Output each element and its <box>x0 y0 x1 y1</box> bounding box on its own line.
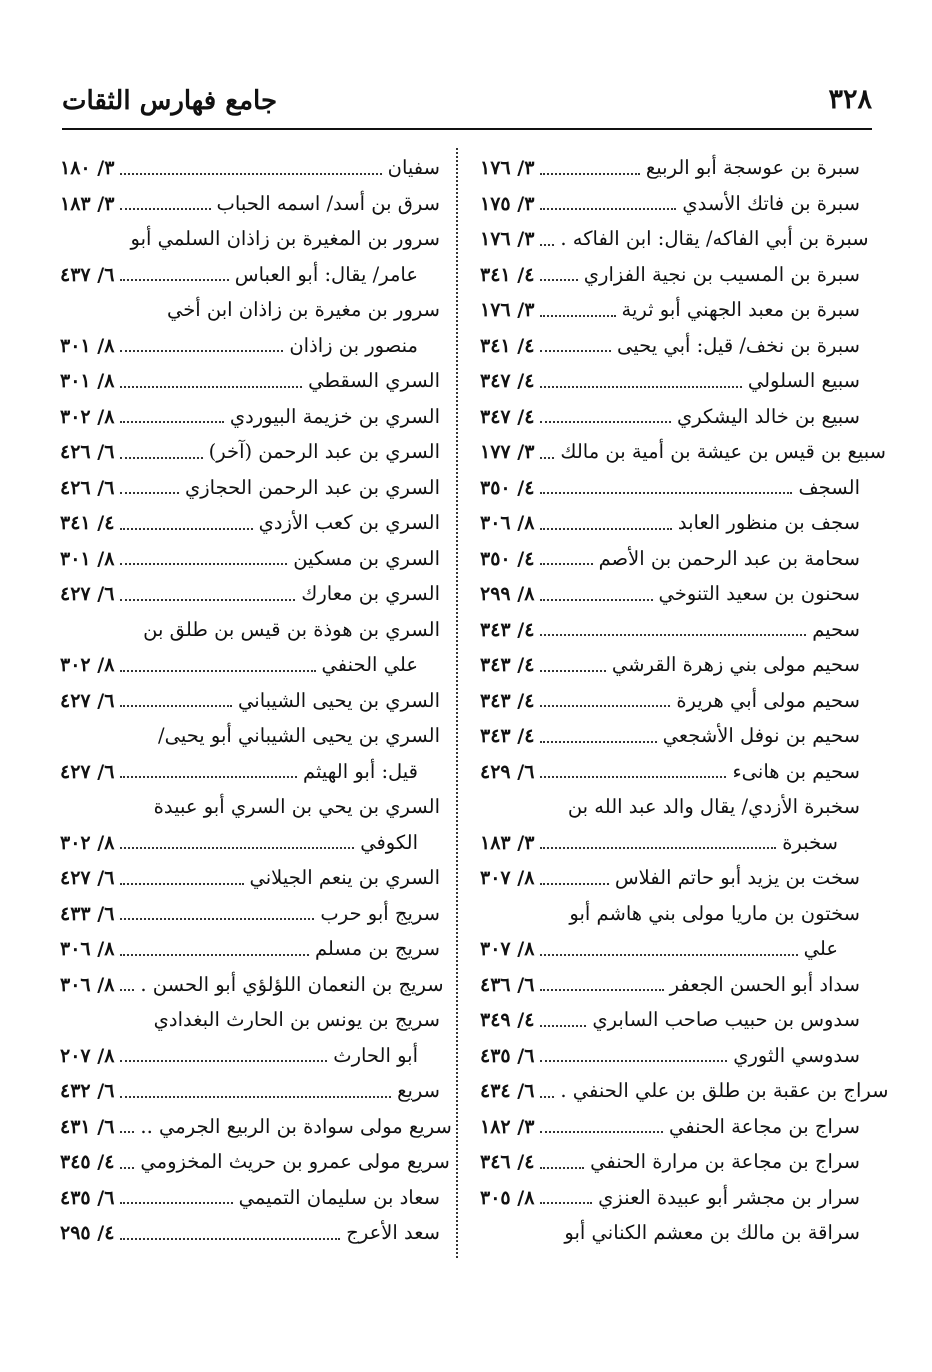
entry-reference: ٨/ ٣٠٥ <box>480 1186 535 1209</box>
entry-name: السري بن عبد الرحمن (آخر) <box>208 440 440 463</box>
entry-name: سدوس بن حبيب صاحب السابري <box>592 1008 860 1031</box>
entry-reference: ٣/ ١٧٧ <box>480 441 535 463</box>
entry-reference: ٨/ ٣٠١ <box>60 334 115 357</box>
index-entry <box>480 931 860 967</box>
index-column-left <box>60 150 452 1251</box>
entry-reference: ٤/ ٣٤٣ <box>480 689 535 712</box>
dot-leader <box>120 528 252 530</box>
dot-leader <box>120 173 381 175</box>
entry-reference: ٦/ ٤٣٥ <box>60 1186 115 1209</box>
dot-leader <box>540 1060 727 1062</box>
entry-name: السري بن عبد الرحمن الحجازي <box>184 475 440 499</box>
index-entry <box>60 1109 452 1145</box>
entry-name: السري السقطي <box>308 369 440 392</box>
entry-reference: ٤/ ٣٤٥ <box>60 1151 115 1173</box>
entry-reference: ٦/ ٤٣١ <box>60 1115 115 1138</box>
entry-reference: ٦/ ٤٣٧ <box>60 263 115 286</box>
entry-reference: ٦/ ٤٣٣ <box>60 902 115 925</box>
index-entry <box>480 967 860 1003</box>
dot-leader <box>540 705 670 707</box>
entry-name: سريج بن يونس بن الحارث البغدادي <box>153 1008 440 1031</box>
entry-name: سعد الأعرج <box>346 1221 440 1244</box>
index-entry <box>60 470 440 506</box>
entry-reference: ٦/ ٤٢٧ <box>60 760 115 783</box>
index-entry <box>480 860 860 896</box>
entry-reference: ٣/ ١٧٦ <box>480 157 535 179</box>
index-entry <box>60 1215 440 1251</box>
entry-name: علي الحنفي <box>321 653 418 676</box>
dot-leader <box>540 1202 592 1204</box>
entry-reference: ٤/ ٢٩٥ <box>60 1222 115 1244</box>
dot-leader <box>120 1096 391 1098</box>
dot-leader <box>120 208 210 210</box>
index-entry <box>480 754 860 790</box>
entry-name: السري بن يحي بن السري أبو عبيدة <box>153 795 440 818</box>
entry-reference: ٦/ ٤٢٧ <box>60 867 115 889</box>
dot-leader <box>540 315 615 317</box>
entry-reference: ٣/ ١٧٦ <box>480 228 535 250</box>
index-entry <box>480 328 860 364</box>
index-entry <box>60 292 440 328</box>
dot-leader <box>120 421 223 423</box>
entry-name: سريج بن مسلم <box>314 937 440 960</box>
index-entry <box>60 754 440 790</box>
entry-reference: ٤/ ٣٤٧ <box>480 370 535 392</box>
index-entry <box>60 257 440 293</box>
entry-name: سحيم بن هانىء <box>732 759 860 783</box>
dot-leader <box>120 492 179 494</box>
entry-name: سحيم <box>812 617 860 641</box>
dot-leader <box>120 457 202 459</box>
entry-name: سراقة بن مالك بن معشم الكناني أبو <box>564 1221 860 1244</box>
dot-leader <box>540 457 554 459</box>
entry-name: السري بن خزيمة البيوردي <box>229 404 440 428</box>
entry-reference: ٦/ ٤٢٦ <box>60 441 115 463</box>
entry-reference: ٦/ ٤٣٤ <box>480 1080 535 1102</box>
entry-name: سحيم مولى بني زهرة القرشي <box>611 653 860 676</box>
dot-leader <box>120 954 309 956</box>
dot-leader <box>120 599 295 601</box>
entry-name: سحيم بن نوفل الأشجعي <box>662 724 860 747</box>
entry-reference: ٨/ ٣٠٦ <box>480 512 535 534</box>
entry-reference: ٤/ ٣٤١ <box>60 512 115 534</box>
dot-leader <box>540 1025 586 1027</box>
index-entry <box>60 1002 440 1038</box>
entry-name: سدوسي الثوري <box>733 1043 860 1067</box>
index-entry <box>480 257 860 293</box>
dot-leader <box>120 989 134 991</box>
entry-reference: ٨/ ٣٠٢ <box>60 405 115 428</box>
entry-reference: ٨/ ٣٠٧ <box>480 867 535 889</box>
dot-leader <box>540 741 656 743</box>
entry-name: السري بن معارك <box>301 582 440 605</box>
entry-name: السري بن كعب الأزدي <box>258 511 440 534</box>
entry-name: سبيع بن قيس بن عيشة بن أمية بن مالك <box>560 440 886 463</box>
entry-name: سحامة بن عبد الرحمن بن الأصم <box>598 546 860 570</box>
entry-name: عامر/ يقال: أبو العباس <box>234 262 418 286</box>
index-entry <box>60 221 440 257</box>
entry-reference: ٣/ ١٨٣ <box>480 831 535 854</box>
entry-name: أبو الحارث <box>333 1043 418 1067</box>
entry-name: سراج بن مجاعة بن مرارة الحنفي <box>590 1150 860 1173</box>
entry-reference: ٤/ ٣٤١ <box>480 334 535 357</box>
dot-leader <box>540 599 652 601</box>
entry-reference: ٨/ ٢٩٩ <box>480 583 535 605</box>
dot-leader <box>540 634 806 636</box>
running-title: جامع فهارس الثقات <box>62 86 278 116</box>
index-entry <box>480 434 886 470</box>
entry-name: سحيم مولى أبي هريرة <box>676 688 860 712</box>
entry-name: السري بن هوذة بن قيس بن طلق بن <box>143 617 440 641</box>
entry-reference: ٤/ ٣٤٧ <box>480 405 535 428</box>
entry-name: السري بن مسكين <box>293 546 440 570</box>
entry-name: سختون بن ماريا مولى بني هاشم أبو <box>569 901 860 925</box>
entry-reference: ٤/ ٣٤٣ <box>480 654 535 676</box>
index-entry <box>60 612 440 648</box>
dot-leader <box>120 279 228 281</box>
entry-name: سخبرة <box>782 830 838 854</box>
index-entry <box>60 328 440 364</box>
entry-reference: ٨/ ٣٠٢ <box>60 831 115 854</box>
dot-leader <box>120 1238 340 1240</box>
index-entry <box>480 1073 889 1109</box>
entry-name: سبرة بن معبد الجهني أبو ثرية <box>621 298 860 321</box>
entry-reference: ٤/ ٣٤٦ <box>480 1151 535 1173</box>
index-entry <box>60 825 440 861</box>
entry-name: سراج بن عقبة بن طلق بن علي الحنفي . <box>560 1079 889 1102</box>
index-entry <box>480 683 860 719</box>
dot-leader <box>540 563 592 565</box>
index-entry <box>60 541 440 577</box>
index-entry <box>480 1038 860 1074</box>
index-entry <box>60 931 440 967</box>
entry-name: سريع مولى عمرو بن حريث المخزومي <box>140 1150 450 1173</box>
entry-name: سريج بن النعمان اللؤلؤي أبو الحسن . <box>140 972 444 996</box>
entry-name: علي <box>803 937 838 960</box>
index-entry <box>480 221 869 257</box>
index-entry <box>480 1180 860 1216</box>
entry-name: سرق بن أسد/ اسمه الحباب <box>216 191 440 215</box>
dot-leader <box>540 350 611 352</box>
dot-leader <box>540 776 726 778</box>
index-entry <box>60 186 440 222</box>
index-entry <box>480 718 860 754</box>
index-entry <box>60 150 440 186</box>
dot-leader <box>120 563 287 565</box>
index-entry <box>60 363 440 399</box>
index-entry <box>60 683 440 719</box>
index-entry <box>480 1215 860 1251</box>
entry-reference: ٦/ ٤٣٦ <box>480 973 535 996</box>
entry-reference: ٨/ ٣٠١ <box>60 370 115 392</box>
entry-reference: ٤/ ٣٥٠ <box>480 547 535 570</box>
entry-name: سعاد بن سليمان التميمي <box>238 1185 440 1209</box>
entry-reference: ٣/ ١٧٦ <box>480 299 535 321</box>
index-entry <box>60 718 440 754</box>
entry-name: سريج أبو حرب <box>320 901 440 925</box>
index-entry <box>60 1180 440 1216</box>
dot-leader <box>540 528 671 530</box>
index-entry <box>480 505 860 541</box>
index-entry <box>60 860 440 896</box>
entry-name: السجف <box>798 475 860 499</box>
dot-leader <box>120 350 283 352</box>
index-entry <box>60 1073 440 1109</box>
index-entry <box>60 399 440 435</box>
dot-leader <box>540 847 776 849</box>
index-entry <box>60 434 440 470</box>
entry-reference: ٤/ ٣٤٩ <box>480 1009 535 1031</box>
entry-reference: ٣/ ١٨٢ <box>480 1115 535 1138</box>
dot-leader <box>120 918 314 920</box>
entry-reference: ٨/ ٣٠١ <box>60 547 115 570</box>
entry-name: سرار بن مجشر أبو عبيدة العنزي <box>598 1185 860 1209</box>
index-entry <box>60 576 440 612</box>
dot-leader <box>540 386 741 388</box>
index-entry <box>480 896 860 932</box>
entry-name: سبرة بن نخف/ قيل: أبي يحيى <box>616 333 860 357</box>
index-entry <box>60 505 440 541</box>
dot-leader <box>540 1131 663 1133</box>
page-number: ٣٢٨ <box>828 84 872 115</box>
page-header <box>62 84 872 130</box>
index-entry <box>480 186 860 222</box>
entry-name: سرور بن مغيرة بن زاذان ابن أخي <box>166 298 440 321</box>
dot-leader <box>540 244 554 246</box>
entry-name: منصور بن زاذان <box>289 333 418 357</box>
index-entry <box>60 1144 450 1180</box>
entry-name: سخبرة الأزدي/ يقال والد عبد الله بن <box>567 795 860 818</box>
entry-reference: ٨/ ٣٠٦ <box>60 973 115 996</box>
entry-reference: ٦/ ٤٢٧ <box>60 583 115 605</box>
entry-name: سرور بن المغيرة بن زاذان السلمي أبو <box>130 227 440 250</box>
entry-name: السري بن يحيى الشيباني <box>238 688 440 712</box>
dot-leader <box>540 883 608 885</box>
dot-leader <box>540 670 605 672</box>
entry-reference: ٨/ ٣٠٢ <box>60 654 115 676</box>
index-entry <box>60 896 440 932</box>
entry-name: سخت بن يزيد أبو حاتم الفلاس <box>614 866 860 889</box>
entry-reference: ٣/ ١٨٠ <box>60 157 115 179</box>
entry-reference: ٨/ ٢٠٧ <box>60 1044 115 1067</box>
dot-leader <box>120 1167 134 1169</box>
entry-name: سداد أبو الحسن الجعفر <box>669 972 860 996</box>
entry-reference: ٤/ ٣٤١ <box>480 263 535 286</box>
dot-leader <box>120 1060 327 1062</box>
entry-name: سفيان <box>387 156 440 179</box>
dot-leader <box>540 208 676 210</box>
index-entry <box>480 150 860 186</box>
index-entry <box>60 789 440 825</box>
entry-name: قيل: أبو الهيثم <box>303 759 418 783</box>
entry-name: سبرة بن فاتك الأسدي <box>682 191 860 215</box>
dot-leader <box>120 883 243 885</box>
entry-name: سجف بن منظور العابد <box>677 511 860 534</box>
index-entry <box>480 1109 860 1145</box>
entry-reference: ٤/ ٣٤٣ <box>480 725 535 747</box>
entry-name: سبيع بن خالد اليشكري <box>677 404 860 428</box>
dot-leader <box>540 173 640 175</box>
index-entry <box>60 1038 440 1074</box>
entry-reference: ٦/ ٤٢٧ <box>60 689 115 712</box>
index-entry <box>480 612 860 648</box>
dot-leader <box>120 1131 134 1133</box>
entry-reference: ٤/ ٣٤٣ <box>480 618 535 641</box>
index-entry <box>480 647 860 683</box>
column-divider <box>456 148 458 1258</box>
entry-name: سريع <box>397 1079 440 1102</box>
index-column-right <box>480 150 889 1251</box>
entry-name: السري بن ينعم الجيلاني <box>249 866 440 889</box>
index-entry <box>480 399 860 435</box>
dot-leader <box>120 670 315 672</box>
index-entry <box>480 825 860 861</box>
index-entry <box>480 576 860 612</box>
index-entry <box>480 541 860 577</box>
entry-name: سحنون بن سعيد التنوخي <box>658 582 860 605</box>
dot-leader <box>540 1096 554 1098</box>
index-entry <box>60 967 444 1003</box>
dot-leader <box>120 386 302 388</box>
dot-leader <box>120 1202 232 1204</box>
entry-reference: ٦/ ٤٢٦ <box>60 476 115 499</box>
entry-reference: ٤/ ٣٥٠ <box>480 476 535 499</box>
index-entry <box>60 647 440 683</box>
entry-reference: ٦/ ٤٢٩ <box>480 760 535 783</box>
entry-reference: ٨/ ٣٠٧ <box>480 938 535 960</box>
entry-name: سبرة بن أبي الفاكه/ يقال: ابن الفاكه . <box>560 227 869 250</box>
dot-leader <box>540 421 671 423</box>
dot-leader <box>540 954 797 956</box>
dot-leader <box>540 279 577 281</box>
index-entry <box>480 470 860 506</box>
entry-name: سريع مولى سوادة بن الربيع الجرمي .. <box>140 1114 452 1138</box>
entry-name: السري بن يحيى الشيباني أبو يحيى/ <box>158 724 440 747</box>
entry-reference: ٣/ ١٧٥ <box>480 192 535 215</box>
entry-name: الكوفي <box>360 830 418 854</box>
entry-reference: ٨/ ٣٠٦ <box>60 938 115 960</box>
entry-reference: ٦/ ٤٣٢ <box>60 1080 115 1102</box>
entry-reference: ٣/ ١٨٣ <box>60 192 115 215</box>
dot-leader <box>540 492 792 494</box>
index-entry <box>480 789 860 825</box>
dot-leader <box>540 989 663 991</box>
index-entry <box>480 1002 860 1038</box>
entry-name: سبرة بن عوسجة أبو الربيع <box>645 156 860 179</box>
entry-name: سراج بن مجاعة الحنفي <box>669 1114 860 1138</box>
dot-leader <box>120 705 232 707</box>
index-entry <box>480 292 860 328</box>
dot-leader <box>120 776 297 778</box>
dot-leader <box>120 847 354 849</box>
dot-leader <box>540 1167 584 1169</box>
entry-name: سبرة بن المسيب بن نجية الفزاري <box>583 262 860 286</box>
index-entry <box>480 363 860 399</box>
entry-name: سبيع السلولي <box>747 369 860 392</box>
index-entry <box>480 1144 860 1180</box>
entry-reference: ٦/ ٤٣٥ <box>480 1044 535 1067</box>
